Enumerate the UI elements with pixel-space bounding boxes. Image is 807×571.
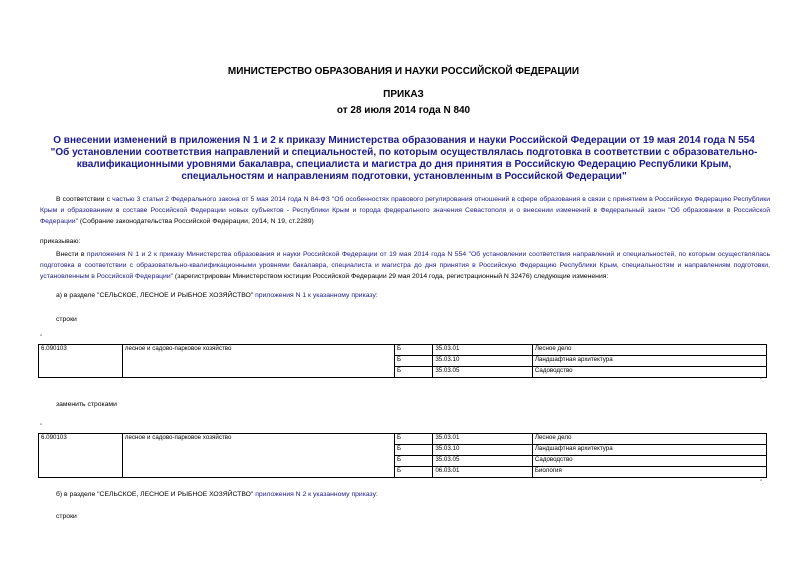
level-cell: Б <box>394 356 432 367</box>
quote-open-2: " <box>40 424 43 430</box>
amend-paragraph <box>40 249 770 282</box>
preamble-paragraph <box>40 194 770 227</box>
preamble-text-1: В соответствии с <box>56 196 113 203</box>
direction-name: Лесное дело <box>532 434 766 445</box>
direction-code: 35.03.10 <box>433 445 533 456</box>
orders-word: приказываю: <box>40 238 81 245</box>
direction-code: 35.03.05 <box>433 456 533 467</box>
specialty-code: 6.090103 <box>39 434 123 478</box>
level-cell: Б <box>394 434 432 445</box>
direction-name: Ландшафтная архитектура <box>532 356 766 367</box>
level-cell: Б <box>394 345 432 356</box>
preamble-law-link[interactable]: частью 3 статьи 2 Федерального закона от 5 мая 2014 года N 84-ФЗ "Об особенностях правового регулирования отношений в сфере образования в связи с принятием в Российскую Федерацию Республики Крым и образованием в составе Российской Федерации новых субъектов - Республики Крым и города федерального значения Севастополя и о внесении изменений в Федеральный закон "Об образовании в Российской Федерации" <box>40 196 770 225</box>
item-a-link[interactable]: приложения N 1 к указанному приказу <box>255 292 376 299</box>
order-date: от 28 июля 2014 года N 840 <box>336 105 471 116</box>
item-b-link[interactable]: приложения N 2 к указанному приказу <box>255 491 376 498</box>
item-a <box>56 292 378 299</box>
specialty-code: 6.090103 <box>39 345 123 378</box>
new-rows-table <box>38 433 767 478</box>
order-heading: ПРИКАЗ <box>383 89 424 100</box>
amend-text-2: (зарегистрирован Министерством юстиции Российской Федерации 29 мая 2014 года, регистрационный N 32476) следующие изменения: <box>173 273 609 280</box>
ministry-heading: МИНИСТЕРСТВО ОБРАЗОВАНИЯ И НАУКИ РОССИЙСКОЙ ФЕДЕРАЦИИ <box>227 66 580 77</box>
direction-name: Садоводство <box>532 456 766 467</box>
rows-word-2: строки <box>56 513 77 520</box>
order-title <box>48 135 760 183</box>
item-b <box>56 491 378 498</box>
specialty-name: лесное и садово-парковое хозяйство <box>122 345 394 378</box>
old-rows-table <box>38 344 767 378</box>
direction-code: 35.03.01 <box>433 345 533 356</box>
item-b-text-2: : <box>375 491 378 498</box>
level-cell: Б <box>394 367 432 378</box>
rows-word: строки <box>56 316 77 323</box>
level-cell: Б <box>394 467 432 478</box>
table-row <box>39 434 767 445</box>
direction-name: Ландшафтная архитектура <box>532 445 766 456</box>
amend-text-1: Внести в <box>56 251 87 258</box>
item-a-text-1: а) в разделе "СЕЛЬСКОЕ, ЛЕСНОЕ И РЫБНОЕ ХОЗЯЙСТВО" <box>56 292 256 299</box>
item-b-text-1: б) в разделе "СЕЛЬСКОЕ, ЛЕСНОЕ И РЫБНОЕ ХОЗЯЙСТВО" <box>56 491 256 498</box>
direction-name: Биология <box>532 467 766 478</box>
title-link[interactable]: приложения N 1 и 2 к приказу Министерства образования и науки Российской Федерации от 19 мая 2014 года N 554 <box>179 135 755 146</box>
quote-close-2: ". <box>760 480 764 486</box>
preamble-text-2: (Собрание законодательства Российской Федерации, 2014, N 19, ст.2289) <box>78 218 314 225</box>
title-text-2: "Об установлении соответствия направлений и специальностей, по которым осуществлялась подготовка в соответствии с образовательно-квалификационными уровнями бакалавра, специалиста и магистра до дня принятия в Российскую Федерацию Республики Крым, специальностям и направлениям подготовки, установленным в Российской Федерации" <box>50 147 758 182</box>
item-a-text-2: : <box>375 292 378 299</box>
amend-order-link[interactable]: приложения N 1 и 2 к приказу Министерства образования и науки Российской Федерации от 19 мая 2014 года N 554 "Об установлении соответствия направлений и специальностей, по которым осуществлялась подготовка в соответствии с образовательно-квалификационными уровнями бакалавра, специалиста и магистра до дня принятия в Российскую Федерацию Республики Крым, специальностям и направлениям подготовки, установленным в Российской Федерации" <box>40 251 770 280</box>
replace-word: заменить строками <box>56 401 117 408</box>
direction-name: Садоводство <box>532 367 766 378</box>
level-cell: Б <box>394 445 432 456</box>
direction-name: Лесное дело <box>532 345 766 356</box>
direction-code: 35.03.01 <box>433 434 533 445</box>
direction-code: 35.03.10 <box>433 356 533 367</box>
direction-code: 35.03.05 <box>433 367 533 378</box>
direction-code: 06.03.01 <box>433 467 533 478</box>
quote-open-1: " <box>40 335 43 341</box>
quote-close-1: ". <box>760 378 764 384</box>
level-cell: Б <box>394 456 432 467</box>
title-text-1: О внесении изменений в <box>53 135 180 146</box>
table-row <box>39 345 767 356</box>
specialty-name: лесное и садово-парковое хозяйство <box>122 434 394 478</box>
